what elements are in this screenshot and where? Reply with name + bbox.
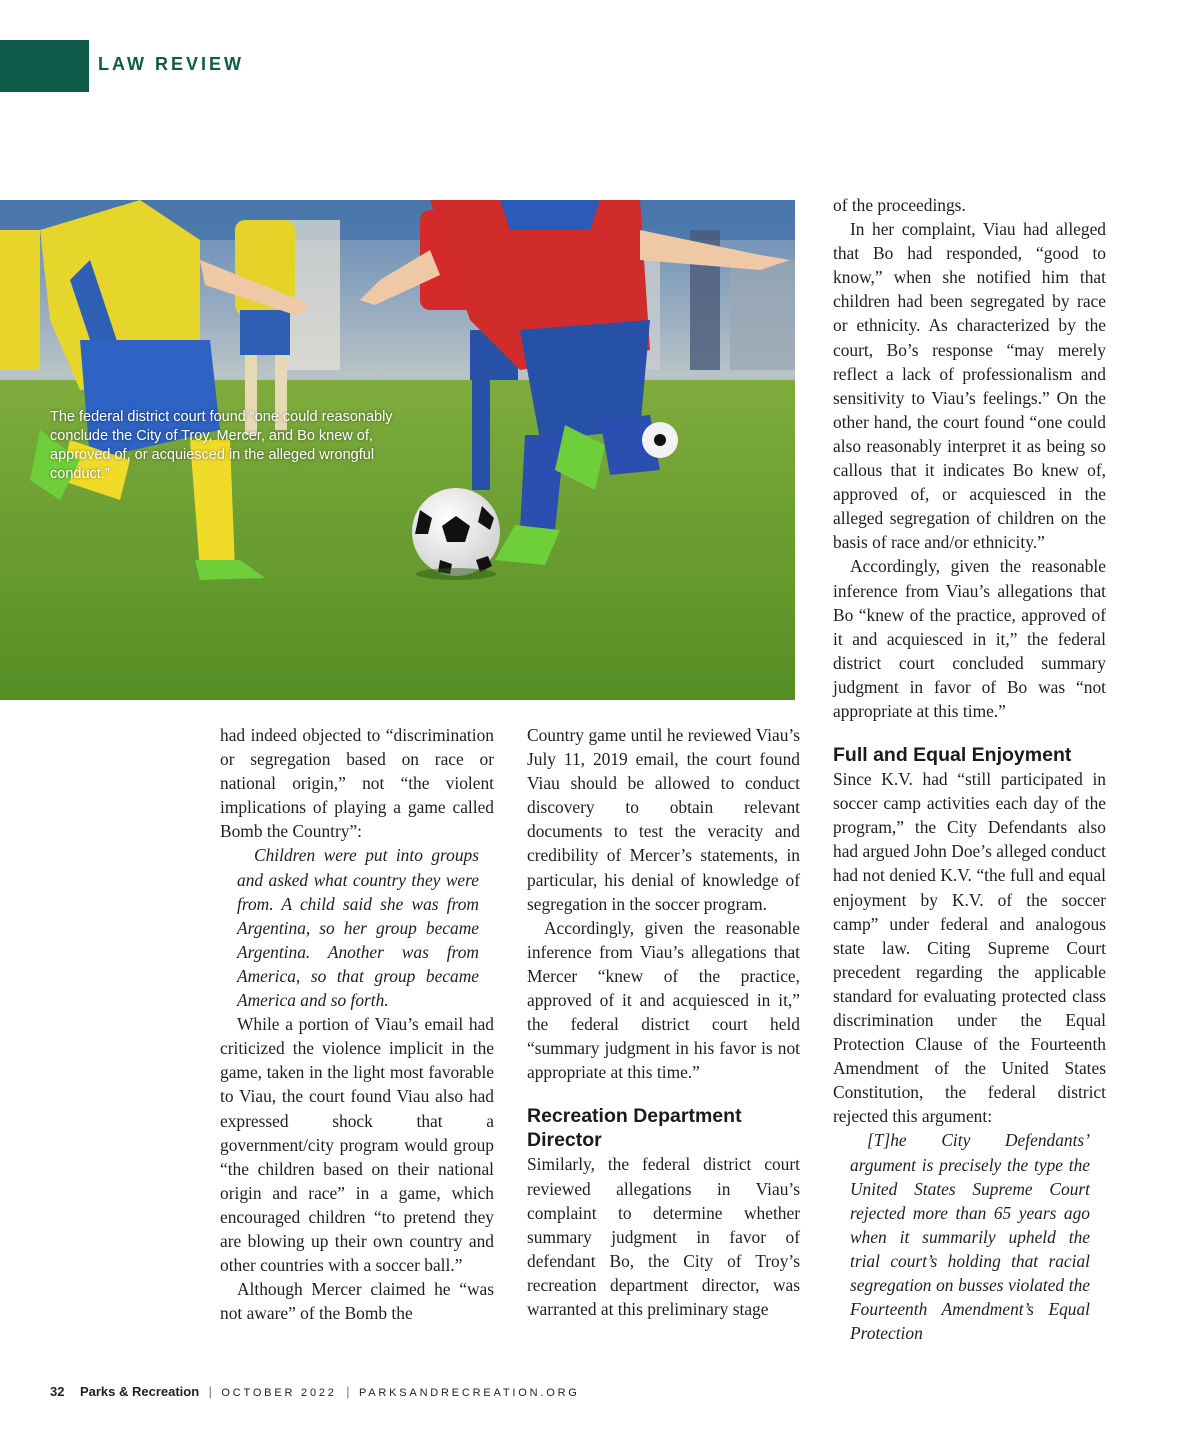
section-label: LAW REVIEW [98, 54, 244, 74]
body-paragraph: of the proceedings. [833, 195, 966, 215]
issue-date: OCTOBER 2022 [221, 1387, 337, 1399]
section-heading: Recreation Department Director [527, 1105, 742, 1152]
page-number: 32 [50, 1384, 65, 1399]
body-paragraph: had indeed objected to “discrimination or segregation based on race or national origin,” not “the violent implications of playing a game called Bomb the Country”: [220, 725, 494, 842]
footer-separator: | [208, 1385, 212, 1399]
article-column-1 [220, 723, 494, 1325]
section-color-tab [0, 40, 89, 92]
footer-separator: | [346, 1385, 350, 1399]
page-footer [50, 1384, 580, 1399]
block-quote: Children were put into groups and asked what country they were from. A child said she was from Argentina, so her group became Argentina. Another was from America, so that group became America and so forth. [237, 845, 479, 1011]
magazine-name: Parks & Recreation [79, 1384, 200, 1399]
photo-caption: The federal district court found “one could reasonably conclude the City of Troy, Mercer, and Bo knew of, approved of, or acquiesced in the alleged wrongful conduct.” [50, 409, 393, 482]
body-paragraph: Although Mercer claimed he “was not aware” of the Bomb the [220, 1279, 494, 1324]
body-paragraph: Similarly, the federal district court reviewed allegations in Viau’s complaint to determine whether summary judgment in favor of defendant Bo, the City of Troy’s recreation department director, was warranted at this preliminary stage [527, 1154, 800, 1319]
body-paragraph: Accordingly, given the reasonable inference from Viau’s allegations that Bo “knew of the practice, approved of it and acquiesced in it,” the federal district court concluded summary judgment in favor of Bo was “not appropriate at this time.” [833, 556, 1106, 721]
block-quote: [T]he City Defendants’ argument is precisely the type the United States Supreme Court rejected more than 65 years ago when it summarily upheld the trial court’s holding that racial segregation on busses violated the Fourteenth Amendment’s Equal Protection [850, 1130, 1090, 1344]
article-column-3 [833, 193, 1106, 1345]
body-paragraph: Since K.V. had “still participated in soccer camp activities each day of the program,” the City Defendants also had argued John Doe’s alleged conduct had not denied K.V. “the full and equal enjoyment by K.V. of the soccer camp” under federal and analogous state law. Citing Supreme Court precedent regarding the applicable standard for evaluating protected class discrimination under the Equal Protection Clause of the Fourteenth Amendment of the United States Constitution, the federal district rejected this argument: [833, 769, 1106, 1127]
body-paragraph: While a portion of Viau’s email had criticized the violence implicit in the game, taken in the light most favorable to Viau, the court found Viau also had expressed shock that a government/city program would group “the children based on their national origin and race” in a game, which encouraged children “to pretend they are blowing up their own country and other countries with a soccer ball.” [220, 1014, 494, 1276]
body-paragraph: Accordingly, given the reasonable inference from Viau’s allegations that Mercer “knew of the practice, approved of it and acquiesced in it,” the federal district court held “summary judgment in his favor is not appropriate at this time.” [527, 917, 800, 1083]
website-url[interactable]: PARKSANDRECREATION.ORG [358, 1387, 580, 1399]
body-paragraph: Country game until he reviewed Viau’s July 11, 2019 email, the court found Viau should be allowed to conduct discovery to obtain relevant documents to test the veracity and credibility of Mercer’s statements, in particular, his denial of knowledge of segregation in the soccer program. [527, 725, 800, 914]
section-heading: Full and Equal Enjoyment [833, 744, 1072, 767]
body-paragraph: In her complaint, Viau had alleged that Bo had responded, “good to know,” when she notified him that children had been segregated by race or ethnicity. As characterized by the court, Bo’s response “may merely reflect a lack of professionalism and sensitivity to Viau’s feelings.” On the other hand, the court found “one could also reasonably interpret it as being so callous that it indicates Bo knew of, approved of, or acquiesced in the alleged segregation of children on the basis of race and/or ethnicity.” [833, 219, 1106, 553]
article-column-2 [527, 723, 800, 1321]
